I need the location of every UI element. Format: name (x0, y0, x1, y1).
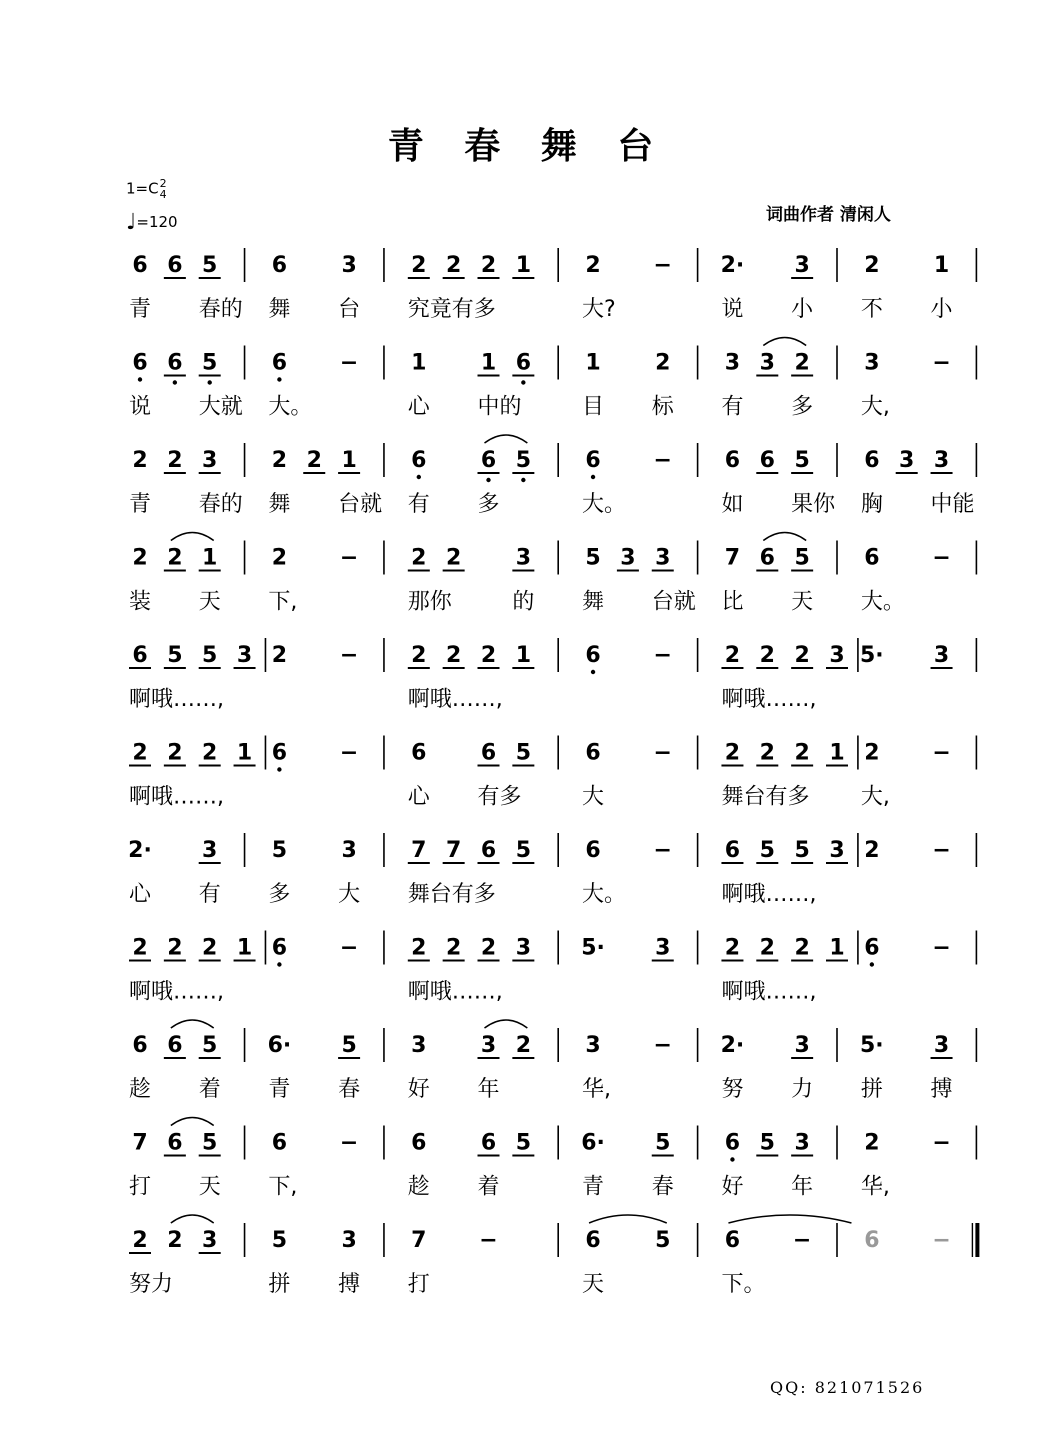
note: − (653, 838, 672, 863)
lyric: 台 (338, 297, 361, 322)
note: 2· (720, 1033, 745, 1058)
note: 6 (759, 545, 775, 571)
tie-slur (763, 338, 806, 346)
note: 2 (445, 643, 462, 668)
lower-octave-dot (870, 962, 874, 966)
lyric: 小 (791, 297, 814, 322)
note: 2 (794, 350, 810, 376)
lyric: 努 (721, 1077, 744, 1102)
note: 1 (933, 253, 950, 278)
note: 3 (829, 838, 845, 863)
note: 6 (724, 1130, 741, 1156)
lyric: 青 (129, 492, 152, 517)
note: 6 (724, 1228, 741, 1253)
note: 2 (759, 643, 775, 668)
lyric: 好 (721, 1174, 744, 1200)
lyric: 趁 (407, 1174, 430, 1200)
note: 2 (480, 253, 497, 278)
note: 3 (829, 643, 845, 668)
lyric: 有 (721, 394, 744, 420)
note: 5 (202, 350, 218, 376)
key-label: 1=C (126, 179, 159, 198)
lyric: 啊哦……, (721, 687, 817, 712)
author-credit: 词曲作者 清闲人 (766, 205, 891, 225)
lyric: 中的 (477, 394, 522, 420)
tie-slur (485, 435, 528, 443)
lyric: 年 (477, 1077, 500, 1102)
note: − (932, 1130, 951, 1156)
lyric: 青 (268, 1077, 291, 1102)
lyric: 趁 (129, 1077, 152, 1102)
note: 6 (271, 935, 288, 961)
note: 2 (724, 643, 741, 668)
note: 5 (655, 1228, 671, 1253)
lyric: 胸 (860, 492, 883, 517)
note: 5 (271, 838, 288, 863)
tempo-value: =120 (136, 213, 178, 231)
quarter-note-icon: ♩ (126, 210, 137, 235)
lyric: 青 (129, 297, 152, 322)
note: 3 (202, 838, 218, 863)
lyric: 不 (860, 297, 883, 322)
note: 2 (132, 1228, 148, 1253)
note: 6 (132, 643, 148, 668)
note: 5 (794, 448, 810, 473)
note: 2 (445, 935, 462, 961)
lower-octave-dot (730, 1157, 734, 1161)
note: 5· (860, 643, 884, 668)
lower-octave-dot (417, 475, 421, 479)
note: 2 (411, 253, 427, 278)
note: 2 (167, 545, 183, 571)
note: 2 (794, 740, 810, 766)
lyric: 啊哦……, (129, 979, 224, 1005)
tie-slur (589, 1215, 667, 1223)
lyric: 啊哦……, (407, 979, 503, 1005)
lyric: 舞 (268, 492, 291, 517)
lyric: 说 (129, 394, 152, 420)
time-bottom: 4 (159, 188, 167, 201)
lyric: 下。 (721, 1272, 766, 1297)
lyric: 多 (477, 492, 500, 517)
note: 6 (585, 740, 601, 766)
note: 2 (306, 448, 322, 473)
note: 5 (202, 1033, 218, 1058)
note: 2 (167, 448, 183, 473)
lyric: 华, (582, 1077, 612, 1102)
lyric: 努力 (129, 1272, 174, 1297)
note: 2 (132, 545, 148, 571)
note: 6 (585, 1228, 601, 1253)
lyric: 天 (198, 1174, 221, 1200)
note: 6 (167, 350, 183, 376)
lyric: 啊哦……, (129, 784, 224, 810)
lyric: 比 (721, 589, 744, 615)
note: 6 (411, 1130, 427, 1156)
lyric: 搏 (930, 1077, 953, 1102)
lyric: 有 (198, 882, 221, 907)
note: 2 (724, 935, 741, 961)
note: 2 (759, 740, 775, 766)
note: 3 (236, 643, 253, 668)
lyric: 春的 (198, 297, 243, 322)
lyric: 下, (268, 589, 298, 615)
note: 3 (933, 448, 950, 473)
note: 6 (411, 740, 427, 766)
note: 3 (515, 935, 532, 961)
song-title: 青 春 舞 台 (387, 125, 668, 167)
lyric: 好 (407, 1077, 430, 1102)
note: 5 (515, 1130, 532, 1156)
note: 1 (515, 643, 532, 668)
note: 5 (794, 838, 810, 863)
note: 6 (271, 350, 288, 376)
tie-slur (763, 533, 806, 541)
note: 7 (445, 838, 462, 863)
lower-octave-dot (173, 380, 177, 384)
lower-octave-dot (591, 670, 595, 674)
lyric: 下, (268, 1174, 298, 1200)
note: 2· (128, 838, 152, 863)
lyric: 舞 (268, 297, 291, 322)
note: − (932, 740, 951, 766)
lyric: 春的 (198, 492, 243, 517)
lyric: 着 (198, 1077, 221, 1102)
lyric: 标 (651, 394, 674, 420)
note: 2 (271, 545, 288, 571)
note: 5 (167, 643, 183, 668)
lyric: 搏 (338, 1272, 361, 1297)
tie-slur (171, 1118, 214, 1126)
note: 6 (864, 448, 880, 473)
qq-contact: QQ: 821071526 (770, 1378, 925, 1397)
lyric: 大就 (198, 394, 243, 420)
note: 6 (515, 350, 532, 376)
lyric: 打 (129, 1174, 152, 1200)
note: 3 (724, 350, 741, 376)
lyric: 大。 (582, 492, 627, 517)
note: 6· (581, 1130, 605, 1156)
note: 5 (759, 838, 775, 863)
note: 3 (655, 935, 671, 961)
note: 3 (202, 1228, 218, 1253)
note: 1 (411, 350, 427, 376)
note: 7 (724, 545, 741, 571)
lyric: 青 (582, 1174, 605, 1200)
note: 2 (411, 643, 427, 668)
note: − (932, 545, 951, 571)
lyric: 大 (582, 784, 605, 810)
note: 5 (202, 253, 218, 278)
note: 7 (411, 838, 427, 863)
note: − (653, 643, 672, 668)
note: 6 (585, 838, 601, 863)
note: 2 (167, 935, 183, 961)
lower-octave-dot (277, 767, 281, 771)
note: 2 (864, 253, 880, 278)
lyric: 啊哦……, (721, 882, 817, 907)
note: 2 (864, 838, 880, 863)
note: − (932, 1228, 951, 1253)
note: 5 (515, 838, 532, 863)
note: 6 (480, 448, 497, 473)
note: 1 (480, 350, 497, 376)
note: 6 (585, 643, 601, 668)
lower-octave-dot (521, 380, 525, 384)
lyric: 大? (582, 297, 616, 322)
tie-slur (485, 1020, 528, 1028)
lyric: 春 (338, 1077, 361, 1102)
lyric: 大 (338, 882, 361, 907)
note: − (653, 740, 672, 766)
note: 1 (236, 935, 253, 961)
lyric: 天 (791, 589, 814, 615)
note: 2 (724, 740, 741, 766)
note: 6 (167, 1130, 183, 1156)
lower-octave-dot (277, 962, 281, 966)
lyric: 华, (860, 1174, 890, 1200)
note: 5 (515, 740, 532, 766)
lyric: 力 (791, 1077, 814, 1102)
note: 5 (794, 545, 810, 571)
note: 6 (480, 740, 497, 766)
lyric: 台就 (651, 589, 696, 615)
note: 2 (271, 448, 288, 473)
note: 6· (267, 1033, 292, 1058)
tie-slur (171, 533, 214, 541)
note: 5 (341, 1033, 357, 1058)
note: 2 (411, 545, 427, 571)
lyric: 啊哦……, (407, 687, 503, 712)
note: 3 (341, 1228, 357, 1253)
note: 6 (759, 448, 775, 473)
lyric: 究竟有多 (407, 297, 496, 322)
note: 3 (933, 1033, 950, 1058)
lyric: 如 (721, 492, 744, 517)
lyric: 装 (129, 589, 152, 615)
note: 5· (581, 935, 605, 961)
note: 6 (167, 1033, 183, 1058)
note: 1 (341, 448, 357, 473)
note: − (932, 935, 951, 961)
note: − (339, 1130, 359, 1156)
lyric: 大。 (582, 882, 627, 907)
note: 2 (655, 350, 671, 376)
lyric: 舞台有多 (721, 784, 810, 810)
lyric: 说 (721, 297, 744, 322)
note: 5 (759, 1130, 775, 1156)
note: 2 (202, 740, 218, 766)
note: − (479, 1228, 498, 1253)
note: 2 (271, 643, 288, 668)
lyric: 心 (407, 394, 430, 420)
note: 2 (445, 253, 462, 278)
note: 6 (864, 545, 880, 571)
note: 5· (860, 1033, 884, 1058)
note: 5 (585, 545, 601, 571)
note: − (932, 350, 951, 376)
note: 2 (585, 253, 601, 278)
note: − (339, 935, 359, 961)
note: 2 (132, 935, 148, 961)
note: 5 (515, 448, 532, 473)
lyric: 舞 (582, 589, 605, 615)
note: 3 (620, 545, 636, 571)
note: 2 (167, 740, 183, 766)
note: 2 (794, 643, 810, 668)
note: 3 (759, 350, 775, 376)
note: 1 (202, 545, 218, 571)
lyric: 年 (791, 1174, 814, 1200)
note: 2 (132, 448, 148, 473)
note: 6 (411, 448, 427, 473)
note: 7 (132, 1130, 148, 1156)
note: 2 (202, 935, 218, 961)
note: 2 (411, 935, 427, 961)
tie-slur (728, 1215, 851, 1223)
note: 5 (271, 1228, 288, 1253)
note: 1 (829, 740, 845, 766)
note: 5 (655, 1130, 671, 1156)
lyric: 中能 (930, 492, 975, 517)
note: 6 (864, 935, 880, 961)
note: 2 (759, 935, 775, 961)
lyric: 小 (930, 297, 953, 322)
lyric: 拼 (860, 1077, 883, 1102)
note: 1 (515, 253, 532, 278)
note: 5 (202, 643, 218, 668)
note: 3 (794, 253, 810, 278)
lower-octave-dot (208, 380, 212, 384)
lyric: 心 (407, 784, 430, 810)
note: 6 (585, 448, 601, 473)
note: 3 (341, 838, 357, 863)
note: 3 (864, 350, 880, 376)
lower-octave-dot (277, 377, 281, 381)
note: 6 (167, 253, 183, 278)
lyric: 大。 (268, 394, 313, 420)
lyric: 有多 (477, 784, 522, 810)
lyric: 果你 (791, 492, 836, 517)
lower-octave-dot (521, 478, 525, 482)
time-top: 2 (159, 177, 167, 190)
lyric: 舞台有多 (407, 882, 496, 907)
note: − (339, 740, 359, 766)
lyric: 打 (407, 1272, 430, 1297)
note: 5 (202, 1130, 218, 1156)
note: 1 (585, 350, 601, 376)
lyric: 大, (860, 394, 890, 420)
note: − (653, 448, 672, 473)
lower-octave-dot (486, 478, 490, 482)
note: 3 (515, 545, 532, 571)
lyric: 大。 (860, 589, 905, 615)
note: 3 (933, 643, 950, 668)
note: 2 (167, 1228, 183, 1253)
note: 3 (585, 1033, 601, 1058)
lyric: 多 (791, 394, 814, 420)
note: 6 (271, 1130, 288, 1156)
note: 3 (794, 1033, 810, 1058)
lyric: 啊哦……, (721, 979, 817, 1005)
lyric: 多 (268, 882, 291, 907)
note: − (339, 545, 359, 571)
note: 3 (480, 1033, 497, 1058)
note: − (792, 1228, 812, 1253)
note: 6 (480, 1130, 497, 1156)
note: 3 (899, 448, 915, 473)
note: 2 (794, 935, 810, 961)
note: 6 (132, 350, 148, 376)
note: 6 (271, 253, 288, 278)
lyric: 着 (477, 1174, 500, 1200)
note: 6 (271, 740, 288, 766)
note: 3 (794, 1130, 810, 1156)
lyric: 啊哦……, (129, 687, 224, 712)
lyric: 春 (651, 1174, 674, 1200)
note: − (932, 838, 951, 863)
note: 1 (236, 740, 253, 766)
lyric: 天 (582, 1272, 605, 1297)
lyric: 的 (512, 589, 535, 615)
note: 7 (411, 1228, 427, 1253)
note: 3 (655, 545, 671, 571)
note: − (653, 253, 672, 278)
note: 6 (864, 1228, 880, 1253)
note: 2· (720, 253, 745, 278)
lyric: 拼 (268, 1272, 291, 1297)
lyric: 天 (198, 589, 221, 615)
note: − (653, 1033, 672, 1058)
lyric: 目 (582, 394, 605, 420)
note: − (339, 350, 359, 376)
lyric: 那你 (407, 589, 452, 615)
note: 6 (724, 838, 741, 863)
note: − (339, 643, 359, 668)
note: 2 (480, 935, 497, 961)
note: 3 (411, 1033, 427, 1058)
note: 6 (724, 448, 741, 473)
note: 2 (864, 1130, 880, 1156)
lyric: 有 (407, 492, 430, 517)
lower-octave-dot (591, 475, 595, 479)
lyric: 大, (860, 784, 890, 810)
note: 1 (829, 935, 845, 961)
tie-slur (171, 1020, 214, 1028)
lyric: 心 (129, 882, 152, 907)
note: 3 (202, 448, 218, 473)
note: 2 (864, 740, 880, 766)
note: 6 (132, 1033, 148, 1058)
note: 6 (480, 838, 497, 863)
note: 2 (132, 740, 148, 766)
note: 6 (132, 253, 148, 278)
note: 2 (515, 1033, 532, 1058)
note: 2 (480, 643, 497, 668)
lyric: 台就 (338, 492, 383, 517)
note: 2 (445, 545, 462, 571)
tie-slur (171, 1215, 214, 1223)
note: 3 (341, 253, 357, 278)
lower-octave-dot (138, 377, 142, 381)
